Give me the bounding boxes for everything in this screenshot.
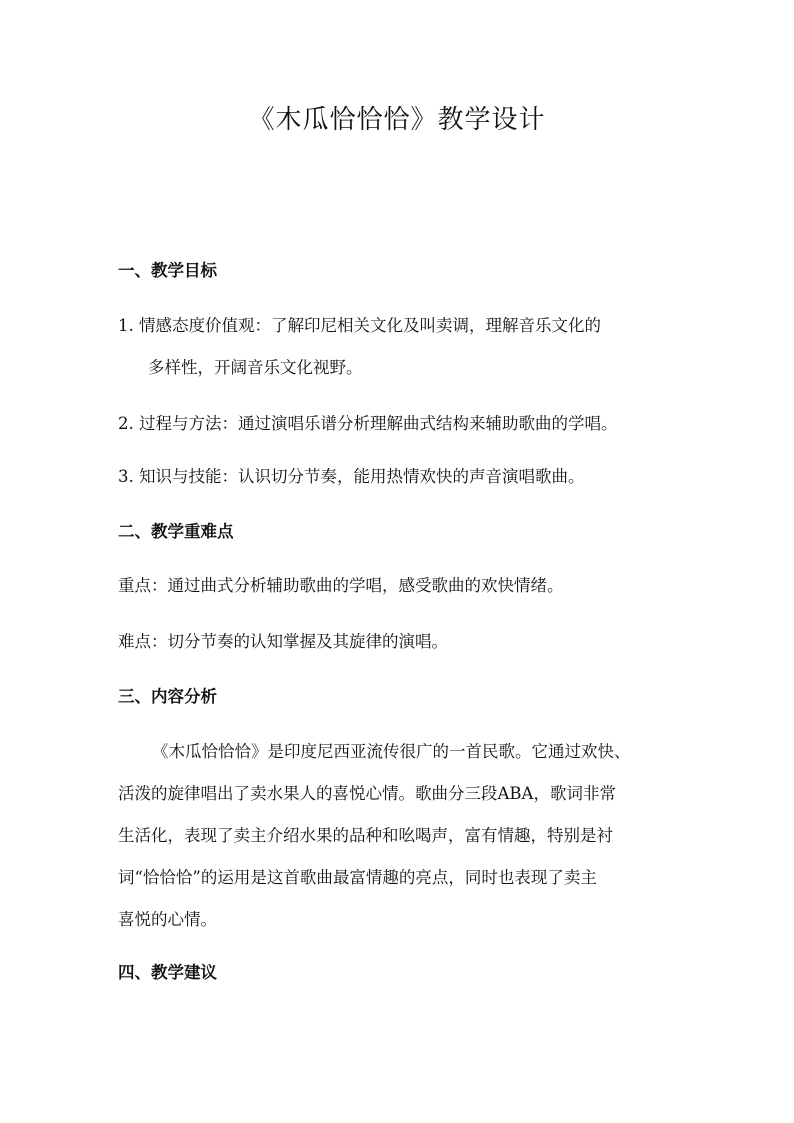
objective-item-1-line-1: 1. 情感态度价值观：了解印尼相关文化及叫卖调，理解音乐文化的 [118, 316, 601, 335]
analysis-paragraph-line-2: 活泼的旋律唱出了卖水果人的喜悦心情。歌曲分三段ABA，歌词非常 [118, 784, 616, 803]
section-heading-key-points: 二、教学重难点 [118, 522, 234, 541]
objective-item-1-line-2: 多样性，开阔音乐文化视野。 [148, 358, 363, 377]
analysis-paragraph-line-1: 《木瓜恰恰恰》是印度尼西亚流传很广的一首民歌。它通过欢快、 [152, 742, 631, 761]
section-heading-content-analysis: 三、内容分析 [118, 687, 217, 706]
document-title: 《木瓜恰恰恰》教学设计 [248, 105, 546, 135]
analysis-paragraph-line-3: 生活化，表现了卖主介绍水果的品种和吆喝声，富有情趣，特别是衬 [118, 826, 613, 845]
objective-item-2: 2. 过程与方法：通过演唱乐谱分析理解曲式结构来辅助歌曲的学唱。 [118, 414, 618, 433]
analysis-paragraph-line-5: 喜悦的心情。 [118, 910, 217, 929]
key-point-difficulty: 难点：切分节奏的认知掌握及其旋律的演唱。 [118, 632, 448, 651]
section-heading-suggestions: 四、教学建议 [118, 963, 217, 982]
key-point-focus: 重点：通过曲式分析辅助歌曲的学唱，感受歌曲的欢快情绪。 [118, 576, 564, 595]
objective-item-3: 3. 知识与技能：认识切分节奏，能用热情欢快的声音演唱歌曲。 [118, 467, 585, 486]
analysis-paragraph-line-4: 词“恰恰恰”的运用是这首歌曲最富情趣的亮点，同时也表现了卖主 [118, 868, 597, 887]
section-heading-objectives: 一、教学目标 [118, 261, 217, 280]
